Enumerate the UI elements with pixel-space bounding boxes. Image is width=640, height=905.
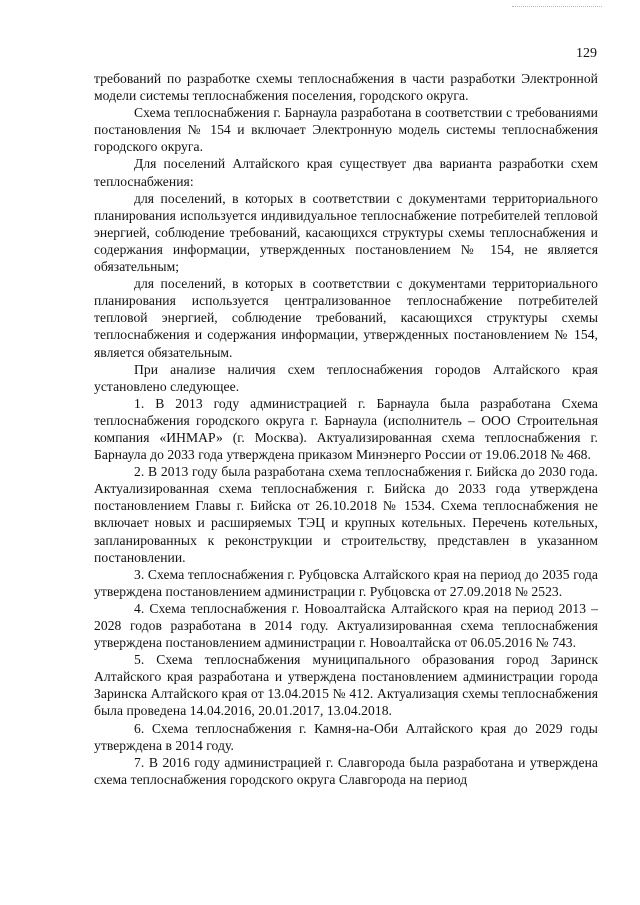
paragraph-continuation: требований по разработке схемы теплоснабжения в части разработки Электронной модели системы теплоснабжения поселения, городского округа. bbox=[94, 71, 598, 104]
paragraph-item-4: 4. Схема теплоснабжения г. Новоалтайска Алтайского края на период 2013 – 2028 годов разработана в 2014 году. Актуализированная схема теплоснабжения утверждена постановлением администрации г. Новоалтайска от 06.05.2016 № 743. bbox=[94, 600, 598, 651]
paragraph-item-7: 7. В 2016 году администрацией г. Славгорода была разработана и утверждена схема теплоснабжения городского округа Славгорода на период bbox=[94, 754, 598, 787]
paragraph-two-options: Для поселений Алтайского края существует два варианта разработки схем теплоснабжения: bbox=[94, 156, 598, 189]
paragraph-option-centralized: для поселений, в которых в соответствии с документами территориального планирования используется централизованное теплоснабжение потребителей тепловой энергией, соблюдение требований, касающихся структуры схемы теплоснабжения и содержания информации, утвержденных постановлением № 154, является обязательным. bbox=[94, 276, 598, 360]
document-body bbox=[94, 70, 598, 788]
paragraph-item-2: 2. В 2013 году была разработана схема теплоснабжения г. Бийска до 2030 года. Актуализированная схема теплоснабжения г. Бийска до 2033 года утверждена постановлением Главы г. Бийска от 26.10.2018 № 1534. Схема теплоснабжения не включает новых и расширяемых ТЭЦ и крупных котельных. Перечень котельных, запланированных к реконструкции и строительству, представлен в указанном постановлении. bbox=[94, 464, 598, 565]
paragraph-item-3: 3. Схема теплоснабжения г. Рубцовска Алтайского края на период до 2035 года утверждена постановлением администрации г. Рубцовска от 27.09.2018 № 2523. bbox=[94, 566, 598, 599]
paragraph-item-1: 1. В 2013 году администрацией г. Барнаула была разработана Схема теплоснабжения городского округа г. Барнаула (исполнитель – ООО Строительная компания «ИНМАР» (г. Москва). Актуализированная схема теплоснабжения г. Барнаула до 2033 года утверждена приказом Минэнерго России от 19.06.2018 № 468. bbox=[94, 395, 598, 463]
paragraph-barnaul-scheme: Схема теплоснабжения г. Барнаула разработана в соответствии с требованиями постановления № 154 и включает Электронную модель системы теплоснабжения городского округа. bbox=[94, 105, 598, 155]
page-number: 129 bbox=[576, 46, 597, 61]
paragraph-analysis-intro: При анализе наличия схем теплоснабжения городов Алтайского края установлено следующее. bbox=[94, 361, 598, 394]
paragraph-option-individual: для поселений, в которых в соответствии с документами территориального планирования используется индивидуальное теплоснабжение потребителей тепловой энергией, соблюдение требований, касающихся структуры схемы теплоснабжения и содержания информации, утвержденных постановлением № 154, не является обязательным; bbox=[94, 190, 598, 275]
paragraph-item-6: 6. Схема теплоснабжения г. Камня-на-Оби Алтайского края до 2029 годы утверждена в 2014 году. bbox=[94, 720, 598, 753]
scan-artifact bbox=[512, 6, 602, 11]
paragraph-item-5: 5. Схема теплоснабжения муниципального образования город Заринск Алтайского края разработана и утверждена постановлением администрации города Заринска Алтайского края от 13.04.2015 № 412. Актуализация схемы теплоснабжения была проведена 14.04.2016, 20.01.2017, 13.04.2018. bbox=[94, 652, 598, 719]
